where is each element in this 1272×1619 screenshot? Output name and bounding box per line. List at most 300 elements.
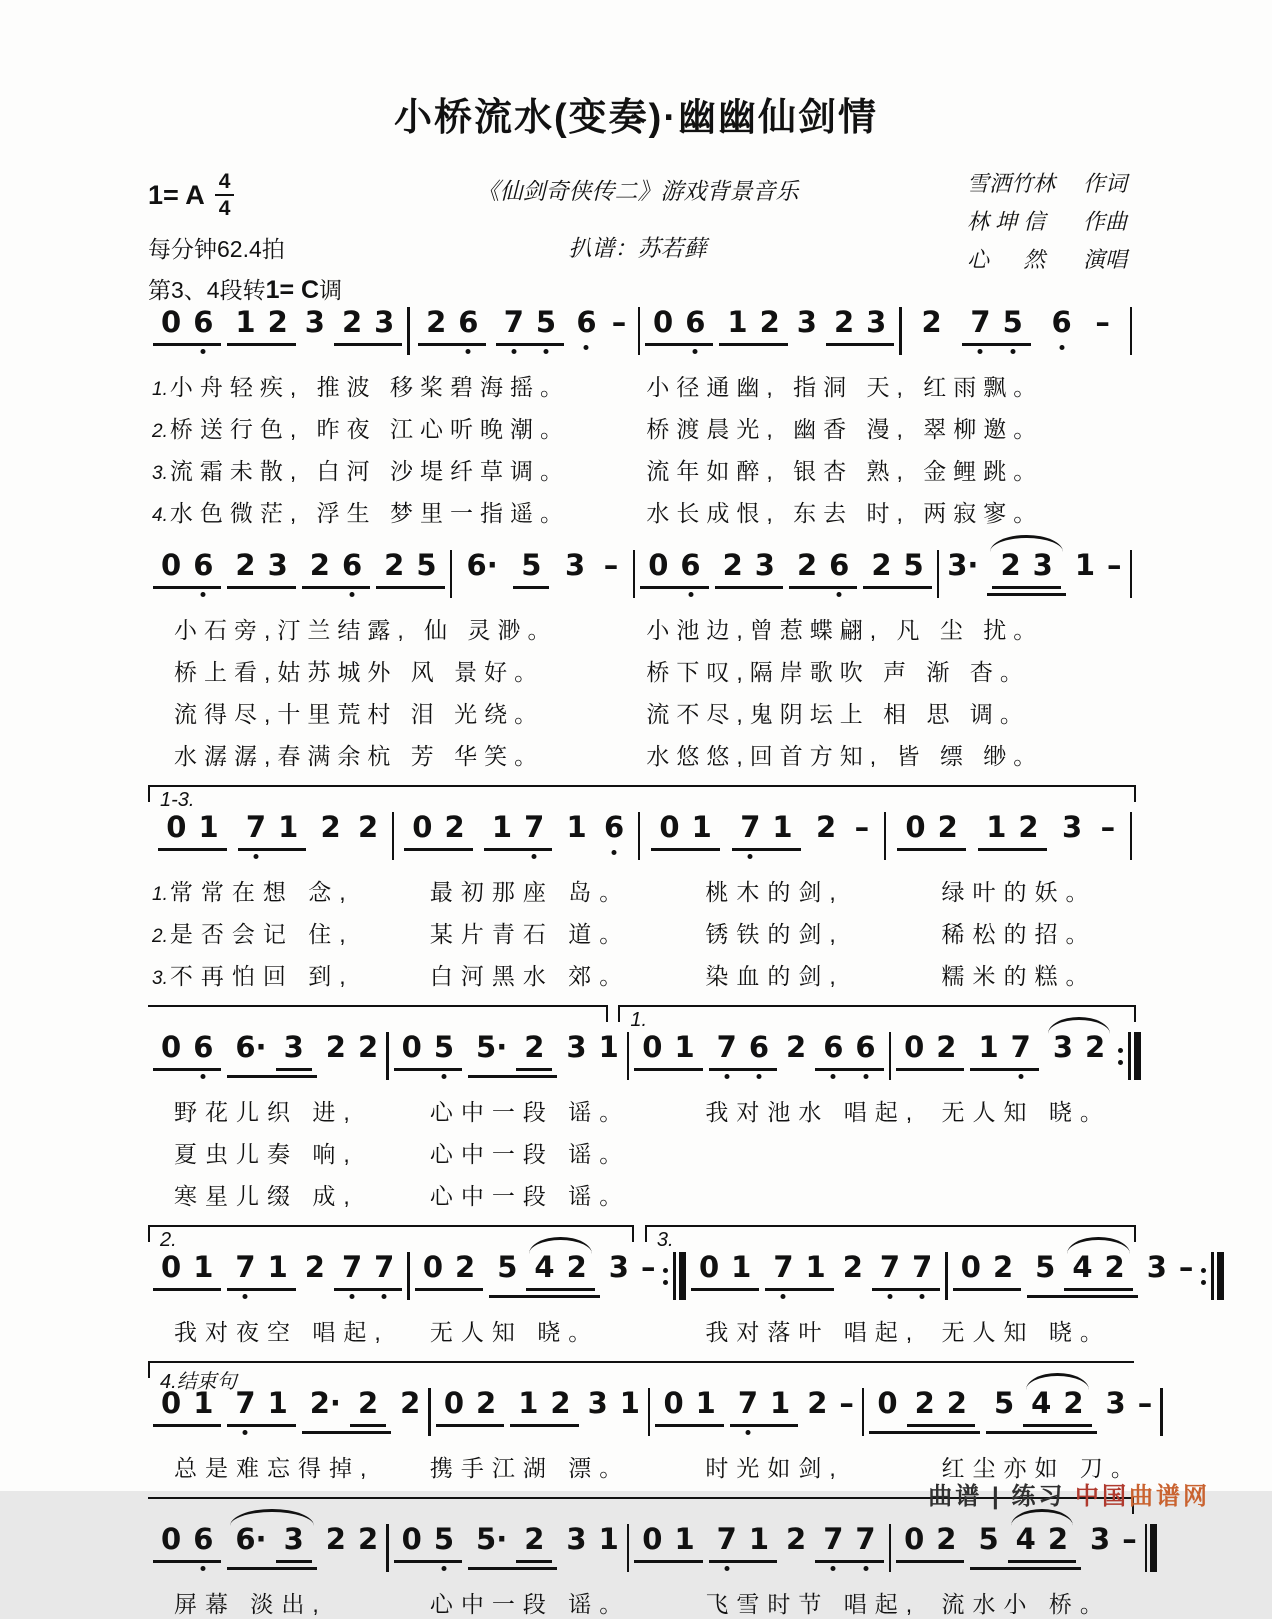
measure	[891, 1032, 1118, 1071]
rest-note: 0	[648, 548, 669, 582]
note: 2	[357, 1030, 379, 1064]
beam-group	[153, 1524, 221, 1563]
note: 3	[267, 548, 288, 582]
beam-group	[153, 1252, 221, 1291]
beam-group	[516, 1032, 552, 1071]
lyric-row	[148, 1094, 1132, 1127]
music-line	[148, 1361, 1153, 1483]
beam-group	[418, 307, 486, 346]
rest-note: 0	[877, 1386, 898, 1420]
note: 1	[695, 1386, 716, 1420]
beam-group	[227, 307, 295, 346]
measure	[891, 1524, 1145, 1570]
rest-note: 0	[161, 305, 182, 339]
music-line	[148, 299, 1132, 528]
volta-label: 3.	[656, 1229, 674, 1251]
lyric-phrase: 红尘亦如 刀。	[941, 1455, 1142, 1481]
rest-note: 0	[905, 810, 926, 844]
beam-group	[394, 1032, 462, 1071]
thick-bar	[1150, 1524, 1157, 1572]
note: 2	[815, 810, 837, 844]
repeat-dots	[1201, 1268, 1206, 1285]
lyric-row	[148, 958, 1132, 991]
measure	[389, 1032, 627, 1078]
music-line	[148, 1225, 1194, 1347]
dot	[1201, 1268, 1206, 1273]
lyric-phrase: 夏虫儿奏 响,	[174, 1141, 358, 1167]
note: 5	[1035, 1250, 1056, 1284]
lyric-phrase: 心中一段 谣。	[429, 1141, 631, 1167]
lyrics-block	[148, 612, 1132, 771]
volta-label: 1-3.	[160, 789, 195, 811]
lyric-phrase: 锈铁的剑,	[705, 921, 844, 947]
repeat-end-barline	[1118, 1032, 1141, 1080]
measure	[640, 307, 899, 346]
note: 1	[566, 810, 587, 844]
lyric-phrase: 屏幕 淡出,	[174, 1591, 327, 1617]
lyric-phrase: 流年如醉, 银杏 熟, 金鲤跳。	[646, 458, 1044, 484]
measure	[635, 550, 937, 589]
note: 2	[1085, 1030, 1106, 1064]
rest-note: 0	[161, 1030, 182, 1064]
verse-number: 1.	[152, 379, 168, 400]
measure	[864, 1388, 1160, 1434]
lyric-phrase: 3.流霜未散, 白河 沙堤纤草调。	[152, 458, 571, 484]
rest-note: 0	[412, 810, 433, 844]
music-line	[148, 542, 1132, 771]
note: 2	[722, 548, 743, 582]
lyric-phrase: 1.常常在想 念,	[152, 879, 354, 905]
beam-group	[227, 1032, 316, 1078]
rest-note: 0	[161, 1250, 182, 1284]
note: 2	[1018, 810, 1039, 844]
thin-bar	[1128, 1032, 1131, 1080]
note: 7	[817, 1524, 849, 1556]
note: 2	[235, 548, 256, 582]
note: 5	[497, 1250, 518, 1284]
note: 2	[936, 1030, 957, 1064]
measure	[939, 550, 1129, 596]
dash-note: –	[1178, 1250, 1194, 1284]
slur-group	[1008, 1524, 1076, 1563]
slur-group	[1064, 1252, 1132, 1291]
volta-bracket	[618, 1005, 1136, 1031]
beam-group	[153, 550, 221, 589]
note: 2	[936, 1522, 957, 1556]
beam-group	[415, 1252, 483, 1291]
note: 3	[283, 1522, 304, 1556]
lyric-phrase: 桥下叹,隔岸歌吹 声 渐 杳。	[646, 659, 1030, 685]
note: 5	[521, 548, 542, 582]
note: 2·	[309, 1386, 341, 1420]
thick-bar	[1134, 1032, 1141, 1080]
note: 7	[711, 1032, 743, 1064]
lyric-phrase: 水潺潺,春满余杭 芳 华笑。	[174, 743, 545, 769]
note: 4	[1031, 1386, 1052, 1420]
beam-group	[238, 812, 306, 851]
beam-group	[334, 307, 402, 346]
beam-group	[376, 550, 444, 589]
note: 3	[1032, 548, 1053, 582]
dash-note: –	[1107, 548, 1122, 582]
note: 1	[198, 810, 219, 844]
note: 4	[534, 1250, 555, 1284]
notes-row	[148, 550, 1132, 598]
note: 3	[1090, 1522, 1111, 1556]
volta-label: 1.	[630, 1009, 648, 1031]
note: 2	[358, 810, 379, 844]
beam-group	[709, 1032, 777, 1071]
beam-group	[907, 1388, 975, 1427]
lyric-row	[148, 696, 1132, 729]
lyric-row	[148, 1586, 1132, 1619]
note: 3	[566, 1030, 587, 1064]
lyric-phrase: 流水小 桥。	[941, 1591, 1111, 1617]
meter-denominator: 4	[218, 197, 231, 220]
lyric-row	[148, 453, 1132, 486]
watermark-segment: 曲谱 | 练习	[928, 1483, 1075, 1510]
note: 1	[674, 1522, 695, 1556]
rest-note: 0	[698, 1250, 720, 1284]
note: 2	[914, 1386, 935, 1420]
note: 2	[309, 548, 330, 582]
lyric-phrase: 小石旁,汀兰结露, 仙 灵渺。	[174, 617, 558, 643]
volta-bracket	[645, 1225, 1136, 1251]
notes-row	[148, 307, 1132, 355]
thick-bar	[679, 1252, 686, 1300]
dash-note: –	[640, 1250, 656, 1284]
note: 7	[964, 307, 996, 339]
beam-group	[709, 1524, 777, 1563]
measure	[640, 812, 884, 851]
lyric-phrase: 水长成恨, 东去 时, 两寂寥。	[646, 500, 1044, 526]
lyric-row	[148, 738, 1132, 771]
note: 5	[428, 1524, 460, 1556]
lyrics-block	[148, 1314, 1132, 1347]
lyric-phrase: 无人知 晓。	[941, 1099, 1111, 1125]
dot	[1201, 1280, 1206, 1285]
beam-group	[634, 1032, 702, 1071]
dash-note: –	[603, 548, 619, 582]
rest-note: 0	[904, 1030, 925, 1064]
note: 2	[796, 548, 818, 582]
note: 1	[235, 305, 256, 339]
note: 1	[748, 1522, 770, 1556]
rest-note: 0	[960, 1250, 981, 1284]
note: 3	[1052, 1030, 1074, 1064]
measure	[148, 1252, 407, 1291]
beam-group	[992, 550, 1060, 589]
music-line	[148, 785, 1132, 991]
slur-group	[1023, 1388, 1091, 1427]
lyric-phrase: 桥上看,姑苏城外 风 景好。	[174, 659, 545, 685]
credit-role: 作曲	[1082, 209, 1127, 234]
measure	[629, 1032, 888, 1071]
beam-group	[468, 1032, 557, 1078]
final-barline	[1145, 1524, 1158, 1572]
music-line	[148, 1497, 1137, 1619]
volta-bracket	[148, 785, 1136, 811]
note: 3	[754, 548, 775, 582]
beam-group	[516, 1524, 552, 1563]
note: 2	[320, 810, 341, 844]
note: 6	[823, 550, 855, 582]
header-center	[477, 173, 799, 263]
beam-group	[227, 550, 295, 589]
note: 5	[978, 1522, 999, 1556]
rest-note: 0	[904, 1522, 925, 1556]
note: 3	[796, 305, 817, 339]
note: 6	[187, 307, 219, 339]
lyric-phrase: 携手江湖 漂。	[429, 1455, 631, 1481]
note: 6	[598, 812, 630, 844]
beam-group	[276, 1032, 312, 1071]
beam-group	[815, 1032, 883, 1071]
lyric-phrase: 染血的剑,	[705, 963, 844, 989]
beam-group	[826, 307, 894, 346]
lyric-phrase: 我对落叶 唱起,	[705, 1319, 921, 1345]
note: 6	[679, 307, 711, 339]
header	[148, 167, 1127, 304]
lyric-phrase	[679, 1178, 915, 1211]
beam-group	[789, 550, 857, 589]
credits	[967, 167, 1127, 281]
thick-bar	[1217, 1252, 1224, 1300]
lyric-row	[148, 612, 1132, 645]
thin-bar	[1145, 1524, 1148, 1572]
beam-group	[302, 1388, 391, 1434]
beam-group	[715, 550, 783, 589]
rest-note: 0	[663, 1386, 684, 1420]
lyric-phrase: 2.是否会记 住,	[152, 921, 354, 947]
barline	[1130, 550, 1133, 598]
rest-note: 0	[161, 548, 182, 582]
note: 3	[587, 1386, 608, 1420]
slur-group	[1045, 1032, 1113, 1064]
lyric-phrase: 无人知 晓。	[941, 1319, 1111, 1345]
note: 1	[518, 1386, 539, 1420]
notes-row	[148, 1522, 1137, 1572]
header-left	[148, 171, 342, 305]
volta-label: 2.	[160, 1229, 177, 1251]
measure	[148, 307, 407, 346]
note: 3	[566, 1522, 587, 1556]
measure	[148, 1388, 428, 1434]
beam-group	[302, 550, 370, 589]
beam-group	[970, 1524, 1081, 1570]
key-change-key: 1= C	[265, 276, 320, 304]
lyric-phrase: 心中一段 谣。	[429, 1183, 631, 1209]
lyrics-block	[148, 1586, 1132, 1619]
lyric-row	[148, 495, 1132, 528]
note: 2	[946, 1386, 967, 1420]
beam-group	[489, 1252, 600, 1298]
lyric-phrase	[916, 1136, 1132, 1169]
volta-bracket	[148, 1361, 1134, 1393]
note: 6·	[466, 548, 498, 582]
note: 2	[325, 1030, 346, 1064]
credit-row	[967, 205, 1127, 236]
watermark-segment: 曲谱网	[1129, 1483, 1210, 1510]
beam-group	[436, 1388, 504, 1427]
beam-group	[640, 550, 708, 589]
verse-number: 4.	[152, 505, 168, 526]
beam-group	[970, 1032, 1038, 1071]
note: 3	[374, 305, 395, 339]
beam-group	[484, 812, 552, 851]
beam-group	[896, 1032, 964, 1071]
note: 2	[937, 810, 958, 844]
note: 1	[978, 1030, 999, 1064]
lyric-phrase: 时光如剑,	[705, 1455, 844, 1481]
beam-group	[896, 1524, 964, 1563]
volta-label: 4.结束句	[160, 1371, 237, 1393]
note: 1	[731, 1250, 752, 1284]
lyric-phrase: 4.水色微茫, 浮生 梦里一指遥。	[152, 500, 571, 526]
lyric-row	[148, 1178, 1132, 1211]
measure	[686, 1252, 945, 1291]
note: 7	[734, 812, 766, 844]
lyric-row	[148, 654, 1132, 687]
beam-group	[158, 812, 226, 851]
dash-note: –	[1095, 305, 1110, 339]
note: 6·	[235, 1030, 267, 1064]
note: 7	[1005, 1032, 1037, 1064]
note: 6	[452, 307, 484, 339]
dot	[1118, 1048, 1123, 1053]
dash-note: –	[854, 810, 870, 844]
credit-row	[967, 167, 1127, 198]
note: 2	[400, 1386, 421, 1420]
note: 3	[866, 305, 887, 339]
beam-group	[655, 1388, 723, 1427]
note: 1	[598, 1030, 619, 1064]
credit-role: 作词	[1082, 171, 1127, 196]
note: 2	[304, 1250, 325, 1284]
beam-group	[153, 1388, 221, 1427]
beam-group	[732, 812, 800, 851]
note: 2	[566, 1250, 587, 1284]
note: 7	[229, 1252, 261, 1284]
note: 7	[498, 307, 530, 339]
note: 5·	[476, 1522, 508, 1556]
measure	[452, 550, 633, 589]
rest-note: 0	[161, 1386, 182, 1420]
lyric-phrase	[916, 1178, 1132, 1211]
beam-group	[496, 307, 564, 346]
note: 6	[187, 550, 219, 582]
note: 1	[598, 1522, 619, 1556]
lyric-phrase: 心中一段 谣。	[429, 1591, 631, 1617]
note: 2	[786, 1030, 807, 1064]
music-line	[148, 1005, 1132, 1211]
notes-row	[148, 1386, 1153, 1436]
dot	[663, 1268, 668, 1273]
beam-group	[691, 1252, 759, 1291]
note: 5	[903, 548, 924, 582]
note: 3	[1146, 1250, 1167, 1284]
beam-group	[334, 1252, 402, 1291]
note: 2	[357, 1386, 379, 1420]
beam-group	[227, 1252, 295, 1291]
subtitle: 《仙剑奇侠传二》游戏背景音乐	[476, 178, 799, 204]
lyric-phrase: 野花儿织 进,	[174, 1099, 358, 1125]
lyric-phrase	[679, 1136, 915, 1169]
beam-group	[863, 550, 931, 589]
note: 5	[428, 1032, 460, 1064]
rest-note: 0	[443, 1386, 465, 1420]
beam-group	[953, 1252, 1021, 1291]
beam-group	[510, 1388, 578, 1427]
note: 1	[674, 1030, 695, 1064]
rest-note: 0	[659, 810, 680, 844]
note: 2	[786, 1522, 807, 1556]
lyric-phrase: 糯米的糕。	[941, 963, 1097, 989]
note: 2	[476, 1386, 497, 1420]
note: 2	[524, 1522, 545, 1556]
slur-group	[987, 550, 1065, 596]
barline	[1160, 1388, 1163, 1436]
measure	[629, 1524, 888, 1563]
verse-number: 3.	[152, 463, 168, 484]
note: 1	[770, 1386, 791, 1420]
rest-note: 0	[161, 1522, 182, 1556]
note: 3	[1061, 810, 1083, 844]
notes-row	[148, 1250, 1194, 1300]
note: 2	[1047, 1522, 1069, 1556]
credit-row	[967, 243, 1127, 274]
note: 1	[619, 1386, 640, 1420]
lyrics-block	[148, 874, 1132, 991]
beam-group	[634, 1524, 702, 1563]
lyric-row	[148, 916, 1132, 949]
note: 5	[993, 1386, 1015, 1420]
beam-group	[815, 1524, 883, 1563]
beam-group	[468, 1524, 557, 1570]
lyric-phrase: 心中一段 谣。	[429, 1099, 631, 1125]
repeat-dots	[1118, 1048, 1123, 1065]
note: 5·	[476, 1030, 508, 1064]
page-title: 小桥流水(变奏)·幽幽仙剑情	[394, 97, 878, 139]
note: 2	[807, 1386, 828, 1420]
note: 3·	[947, 548, 979, 582]
beam-group	[153, 1032, 221, 1071]
measure	[148, 1032, 386, 1078]
note: 1	[691, 810, 712, 844]
slur-group	[227, 1524, 316, 1570]
beam-group	[276, 1524, 312, 1563]
note: 2	[871, 548, 892, 582]
lyric-phrase: 绿叶的妖。	[941, 879, 1097, 905]
note: 3	[1105, 1386, 1126, 1420]
note: 7	[849, 1524, 881, 1556]
lyric-phrase: 无人知 晓。	[429, 1319, 600, 1345]
time-signature	[215, 171, 235, 219]
note: 7	[767, 1252, 799, 1284]
note: 2	[444, 810, 465, 844]
beam-group	[227, 1388, 295, 1427]
measure	[886, 812, 1130, 851]
watermark-segment: 中国	[1075, 1483, 1129, 1510]
note: 7	[229, 1388, 261, 1420]
note: 6	[674, 550, 706, 582]
note: 3	[304, 305, 325, 339]
beam-group	[869, 1388, 980, 1434]
beam-group	[651, 812, 719, 851]
measure	[394, 812, 638, 851]
note: 2	[1063, 1386, 1084, 1420]
dash-note: –	[1137, 1386, 1153, 1420]
